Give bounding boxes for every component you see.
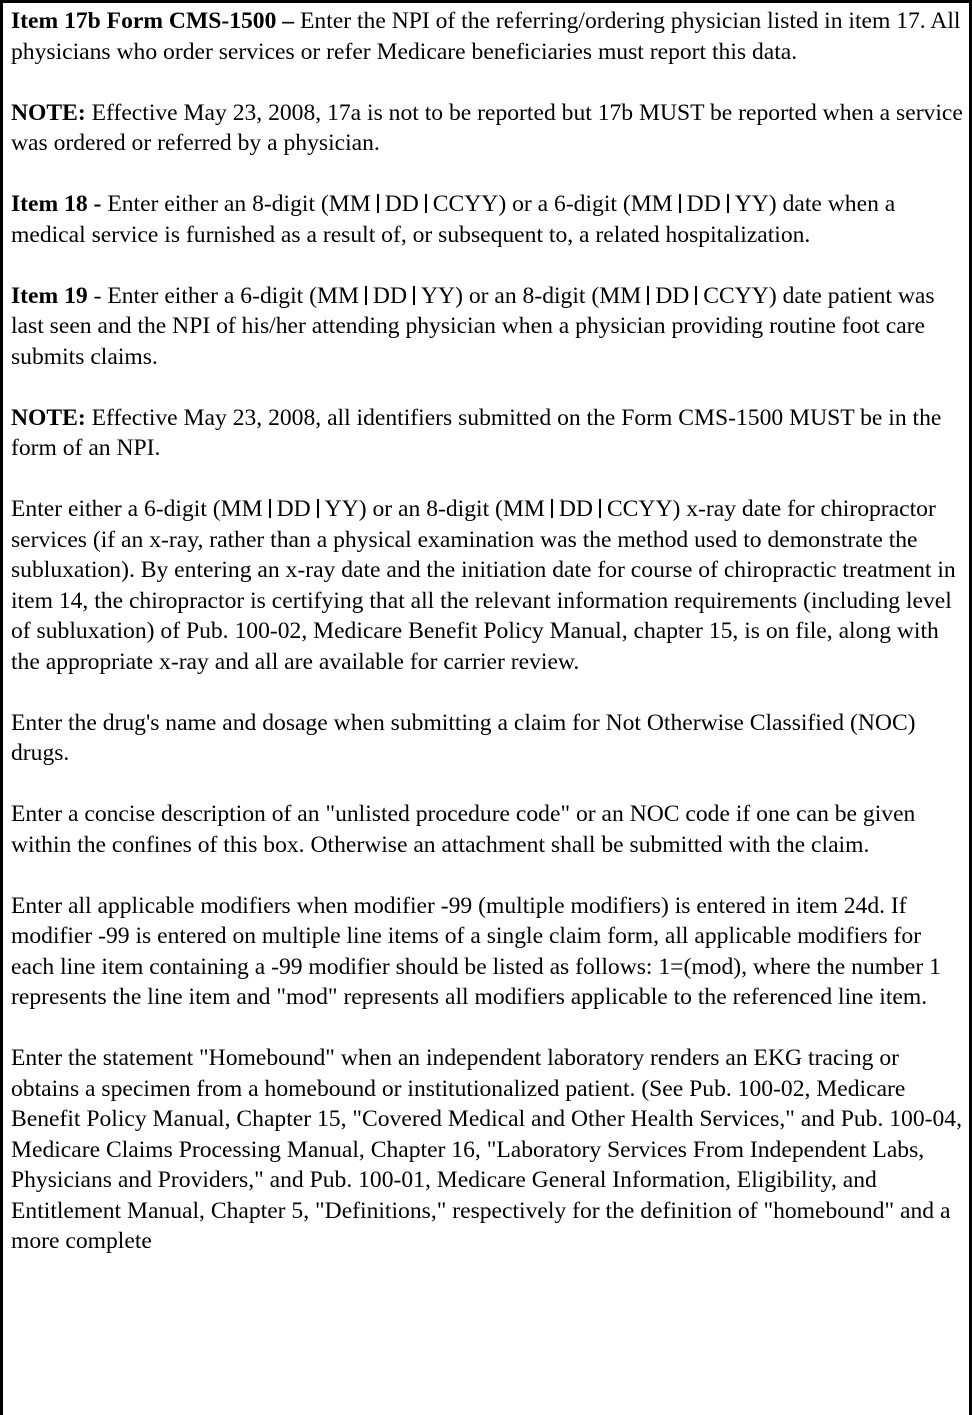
paragraph-item-17b bbox=[11, 6, 969, 67]
paragraph-homebound bbox=[11, 1043, 969, 1257]
date-separator bbox=[727, 194, 729, 213]
modifiers-text: Enter all applicable modifiers when modifier -99 (multiple modifiers) is entered in item 24d. If modifier -99 is entered on multiple line items of a single claim form, all applicable modifiers for each line item containing a -99 modifier should be listed as follows: 1=(mod), where the number 1 represents the line item and "mod" represents all modifiers applicable to the referenced line item. bbox=[11, 892, 941, 1010]
date-separator bbox=[317, 499, 319, 518]
date-separator bbox=[599, 499, 601, 518]
note-2-text: Effective May 23, 2008, all identifiers submitted on the Form CMS-1500 MUST be in the form of an NPI. bbox=[11, 404, 942, 461]
item-17b-heading: Item 17b Form CMS-1500 – bbox=[11, 8, 295, 34]
date-separator bbox=[551, 499, 553, 518]
item-18-text-e: YY) date when a medical service is furnished as a result of, or subsequent to, a related hospitalization. bbox=[11, 191, 896, 248]
paragraph-note-2 bbox=[11, 403, 969, 464]
paragraph-unlisted bbox=[11, 799, 969, 860]
item-18-text-a: Enter either an 8-digit (MM bbox=[101, 191, 371, 217]
xray-text-a: Enter either a 6-digit (MM bbox=[11, 496, 263, 522]
paragraph-modifiers bbox=[11, 891, 969, 1013]
note-1-label: NOTE: bbox=[11, 99, 86, 126]
paragraph-item-18 bbox=[11, 189, 969, 250]
date-separator bbox=[269, 499, 271, 518]
item-19-heading: Item 19 bbox=[11, 282, 88, 309]
paragraph-xray bbox=[11, 494, 969, 677]
date-separator bbox=[647, 286, 649, 305]
item-19-text-d: DD bbox=[655, 282, 690, 309]
item-18-text-b: DD bbox=[384, 191, 419, 217]
document-page bbox=[11, 6, 969, 1287]
item-19-text-c: YY) or an 8-digit (MM bbox=[421, 282, 642, 309]
date-separator bbox=[695, 286, 697, 305]
paragraph-drug bbox=[11, 708, 969, 769]
item-19-text-e: CCYY) date patient was last seen and the NPI of his/her attending physician when a physician providing routine foot care submits claims. bbox=[11, 282, 935, 370]
item-17b-text: Enter the NPI of the referring/ordering physician listed in item 17. All physicians who order services or refer Medicare beneficiaries must report this data. bbox=[11, 8, 961, 65]
xray-text-d: DD bbox=[558, 496, 593, 522]
item-18-text-d: DD bbox=[686, 191, 721, 217]
item-19-text-a: - Enter either a 6-digit (MM bbox=[87, 282, 359, 309]
xray-text-c: YY) or an 8-digit (MM bbox=[324, 496, 545, 522]
paragraph-note-1 bbox=[11, 98, 969, 159]
date-separator bbox=[413, 286, 415, 305]
date-separator bbox=[679, 194, 681, 213]
paragraph-item-19 bbox=[11, 281, 969, 373]
item-19-text-b: DD bbox=[372, 282, 407, 309]
item-18-heading: Item 18 - bbox=[11, 191, 102, 217]
item-18-text-c: CCYY) or a 6-digit (MM bbox=[432, 191, 673, 217]
unlisted-text: Enter a concise description of an "unlisted procedure code" or an NOC code if one can be given within the confines of this box. Otherwise an attachment shall be submitted with the claim. bbox=[11, 801, 916, 858]
date-separator bbox=[377, 194, 379, 213]
xray-text-e: CCYY) x-ray date for chiropractor services (if an x-ray, rather than a physical examination was the method used to demonstrate the subluxation). By entering an x-ray date and the initiation date for course of chiropractic treatment in item 14, the chiropractor is certifying that all the relevant information requirements (including level of subluxation) of Pub. 100-02, Medicare Benefit Policy Manual, chapter 15, is on file, along with the appropriate x-ray and all are available for carrier review. bbox=[11, 496, 956, 675]
homebound-text: Enter the statement "Homebound" when an independent laboratory renders an EKG tracing or obtains a specimen from a homebound or institutionalized patient. (See Pub. 100-02, Medicare Benefit Policy Manual, Chapter 15, "Covered Medical and Other Health Services," and Pub. 100-04, Medicare Claims Processing Manual, Chapter 16, "Laboratory Services From Independent Labs, Physicians and Providers," and Pub. 100-01, Medicare General Information, Eligibility, and Entitlement Manual, Chapter 5, "Definitions," respectively for the definition of "homebound" and a more complete bbox=[11, 1045, 962, 1254]
xray-text-b: DD bbox=[276, 496, 311, 522]
note-2-label: NOTE: bbox=[11, 404, 86, 431]
date-separator bbox=[365, 286, 367, 305]
drug-text: Enter the drug's name and dosage when submitting a claim for Not Otherwise Classified (NOC) drugs. bbox=[11, 709, 916, 766]
date-separator bbox=[425, 194, 427, 213]
note-1-text: Effective May 23, 2008, 17a is not to be reported but 17b MUST be reported when a service was ordered or referred by a physician. bbox=[11, 99, 963, 156]
